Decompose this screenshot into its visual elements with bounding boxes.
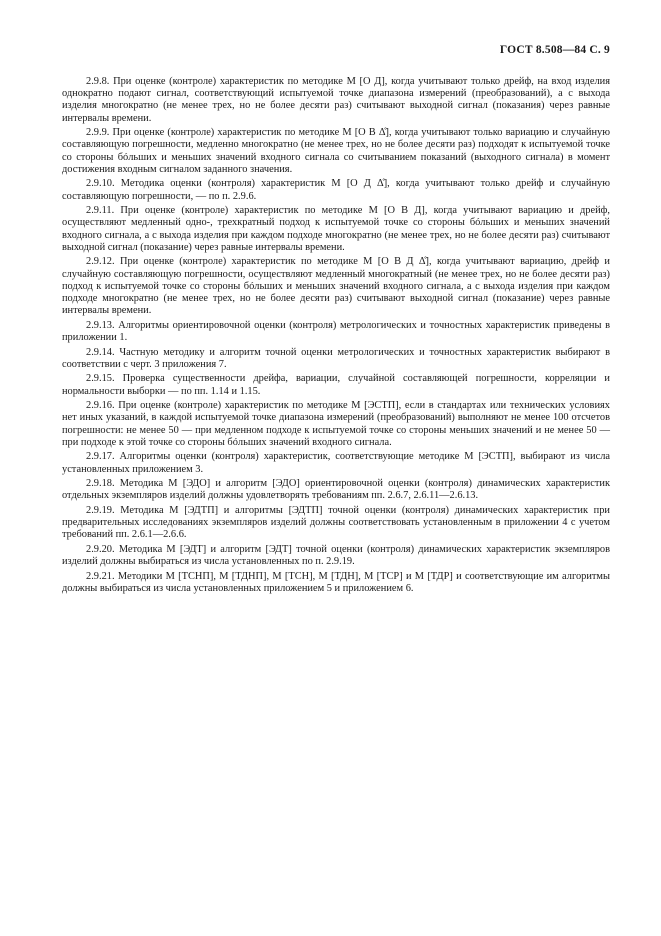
document-body — [62, 76, 610, 598]
paragraph-2-9-21: 2.9.21. Методики М [ТСНП], М [ТДНП], М [ТСН], М [ТДН], М [ТСР] и М [ТДР] и соответствующие им алгоритмы должны выбираться из числа установленных приложением 5 и приложением 6. — [62, 570, 610, 594]
paragraph-2-9-18: 2.9.18. Методика М [ЭДО] и алгоритм [ЭДО] ориентировочной оценки (контроля) динамических характеристик отдельных экземпляров изделий должны удовлетворять требованиям пп. 2.6.7, 2.6.11—2.6.13. — [62, 478, 610, 502]
paragraph-2-9-16: 2.9.16. При оценке (контроле) характеристик по методике М [ЭСТП], если в стандартах или технических условиях нет иных указаний, в каждой испытуемой точке диапазона измерений (преобразований) выполняют не менее 100 отсчетов погрешности: не менее 50 — при медленном подходе к испытуемой точке со стороны меньших значений и не менее 50 — при подходе к этой точке со стороны бóльших значений входного сигнала. — [62, 400, 610, 448]
paragraph-2-9-20: 2.9.20. Методика М [ЭДТ] и алгоритм [ЭДТ] точной оценки (контроля) динамических характеристик экземпляров изделий должны выбираться из числа установленных по п. 2.9.19. — [62, 544, 610, 568]
paragraph-2-9-9: 2.9.9. При оценке (контроле) характеристик по методике М [О В Δ̊], когда учитывают только вариацию и случайную составляющую погрешности, медленно многократно (не менее трех, но не более десяти раз) подходят к испытуемой точке со стороны бóльших и меньших значений входного сигнала со считыванием показаний (выходного сигнала) в момент достижения входным сигналом заданного значения. — [62, 127, 610, 175]
paragraph-2-9-12: 2.9.12. При оценке (контроле) характеристик по методике М [О В Д Δ̊], когда учитывают вариацию, дрейф и случайную составляющую погрешности, осуществляют медленный многократный (не менее трех, но не более десяти раз) подход к испытуемой точке со стороны бóльших и меньших значений входного сигнала, а с выхода изделия при каждом подходе многократно (не менее трех, но не более десяти раз) считывают выходной сигнал (показание) через равные интервалы времени. — [62, 256, 610, 317]
paragraph-2-9-19: 2.9.19. Методика М [ЭДТП] и алгоритмы [ЭДТП] точной оценки (контроля) динамических характеристик при предварительных исследованиях экземпляров изделий должны соответствовать установленным в приложении 4 с учетом требований пп. 2.6.1—2.6.6. — [62, 505, 610, 541]
paragraph-2-9-15: 2.9.15. Проверка существенности дрейфа, вариации, случайной составляющей погрешности, корреляции и нормальности выборки — по пп. 1.14 и 1.15. — [62, 373, 610, 397]
paragraph-2-9-13: 2.9.13. Алгоритмы ориентировочной оценки (контроля) метрологических и точностных характеристик приведены в приложении 1. — [62, 319, 610, 344]
paragraph-2-9-11: 2.9.11. При оценке (контроле) характеристик по методике М [О В Д], когда учитывают вариацию и дрейф, осуществляют медленный одно-, трехкратный подход к испытуемой точке со стороны бóльших и меньших значений входного сигнала, а с выхода изделия при каждом подходе многократно (не менее трех, но не более десяти раз) считывают выходной сигнал (показание) через равные интервалы времени. — [62, 205, 610, 253]
paragraph-2-9-14: 2.9.14. Частную методику и алгоритм точной оценки метрологических и точностных характеристик выбирают в соответствии с черт. 3 приложения 7. — [62, 346, 610, 370]
paragraph-2-9-10: 2.9.10. Методика оценки (контроля) характеристик М [О Д Δ̊], когда учитывают только дрейф и случайную составляющую погрешности, — по п. 2.9.6. — [62, 178, 610, 202]
paragraph-2-9-8: 2.9.8. При оценке (контроле) характеристик по методике М [О Д], когда учитывают только дрейф, на вход изделия однократно подают сигнал, соответствующий испытуемой точке диапазона измерений (преобразований), а с выхода изделия многократно (не менее трех, но не более десяти раз) считывают выходной сигнал (показания) через равные интервалы времени. — [62, 76, 610, 124]
paragraph-2-9-17: 2.9.17. Алгоритмы оценки (контроля) характеристик, соответствующие методике М [ЭСТП], выбирают из числа установленных приложением 3. — [62, 451, 610, 475]
page-header: ГОСТ 8.508—84 С. 9 — [499, 44, 610, 56]
